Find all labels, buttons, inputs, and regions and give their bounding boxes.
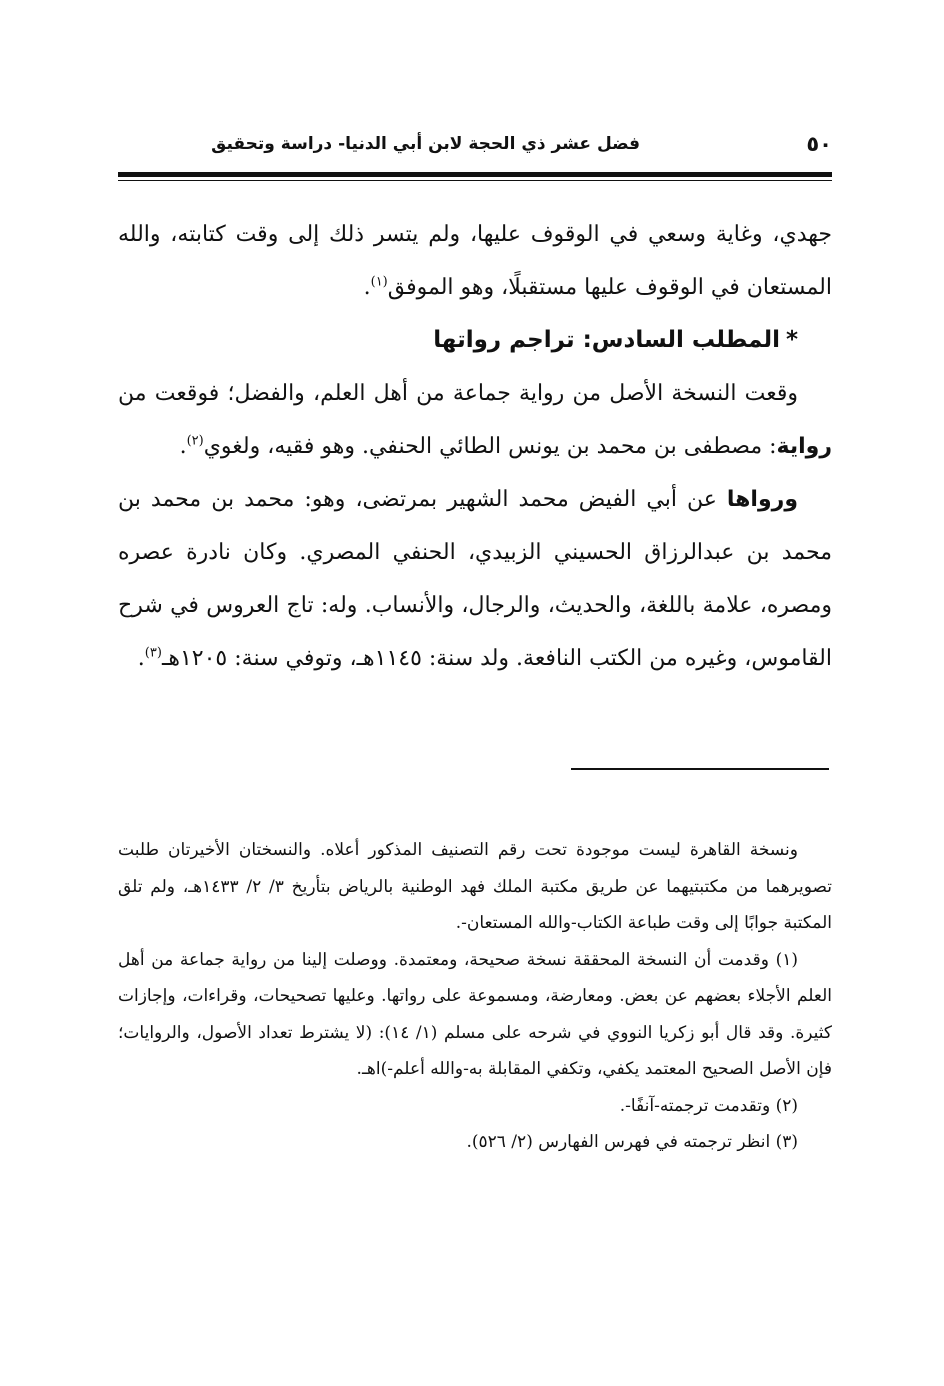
- paragraph-3-end: .: [137, 646, 145, 671]
- footnote-ref-1: (١): [370, 274, 388, 290]
- section-title: المطلب السادس: تراجم رواتها: [433, 327, 780, 353]
- footnote-separator: [571, 768, 829, 770]
- page-header: [118, 128, 832, 168]
- paragraph-2-end: .: [179, 434, 187, 459]
- footnote-2: (٢) وتقدمت ترجمته-آنفًا-.: [619, 1095, 798, 1116]
- paragraph-3-bold: ورواها: [726, 487, 798, 512]
- footnote-1: (١) وقدمت أن النسخة المحققة نسخة صحيحة، ومعتمدة. ووصلت إلينا من رواية جماعة من أهل العلم الأجلاء بعضهم عن بعض. ومعارضة، ومسموعة على رواتها. وعليها تصحيحات، وقراءات، وإجازات كثيرة. وقد قال أبو زكريا النووي في شرحه على مسلم (١/ ١٤): (لا يشترط تعداد الأصول، والروايات؛ فإن الأصل الصحيح المعتمد يكفي، وتكفي المقابلة به-والله أعلم-)اهـ.: [118, 949, 832, 1079]
- running-title: فضل عشر ذي الحجة لابن أبي الدنيا- دراسة وتحقيق: [211, 134, 640, 154]
- header-rule-thin: [118, 180, 832, 181]
- footnote-ref-2: (٢): [186, 433, 204, 449]
- paragraph-3-text: عن أبي الفيض محمد الشهير بمرتضى، وهو: محمد بن محمد بن محمد بن عبدالرزاق الحسيني الزبيدي، الحنفي المصري. وكان نادرة عصره ومصره، علامة باللغة، والحديث، والرجال، والأنساب. وله: تاج العروس في شرح القاموس، وغيره من الكتب النافعة. ولد سنة: ١١٤٥هـ، وتوفي سنة: ١٢٠٥هـ: [118, 487, 832, 671]
- paragraph-1-end: .: [363, 275, 371, 300]
- paragraph-1-text: جهدي، وغاية وسعي في الوقوف عليها، ولم يتسر ذلك إلى وقت كتابته، والله المستعان في الوقوف عليها مستقبلًا، وهو الموفق: [118, 222, 832, 300]
- section-heading: [118, 314, 832, 367]
- star-icon: *: [785, 327, 798, 353]
- paragraph-1: [118, 208, 832, 314]
- paragraph-2-text-a: وقعت النسخة الأصل من رواية جماعة من أهل العلم، والفضل؛ فوقعت من: [118, 381, 798, 406]
- paragraph-2: [118, 367, 832, 473]
- footnote-3: (٣) انظر ترجمته في فهرس الفهارس (٢/ ٥٢٦).: [466, 1132, 798, 1152]
- page-number: ٥٠: [806, 132, 832, 156]
- main-text: [118, 208, 832, 685]
- paragraph-2-text-b: : مصطفى بن محمد بن يونس الطائي الحنفي. وهو فقيه، ولغوي: [203, 434, 777, 459]
- footnote-continuation: ونسخة القاهرة ليست موجودة تحت رقم التصنيف المذكور أعلاه. والنسختان الأخيرتان طلبت تصويرهما من مكتبتيهما عن طريق مكتبة الملك فهد الوطنية بالرياض بتأريخ ٣/ ٢/ ١٤٣٣هـ، ولم تلق المكتبة جوابًا إلى وقت طباعة الكتاب-والله المستعان-.: [118, 840, 832, 933]
- header-rule-thick: [118, 172, 832, 177]
- footnote-ref-3: (٣): [144, 645, 162, 661]
- footnotes: [118, 832, 832, 1161]
- paragraph-2-bold: رواية: [776, 434, 832, 459]
- paragraph-3: [118, 473, 832, 685]
